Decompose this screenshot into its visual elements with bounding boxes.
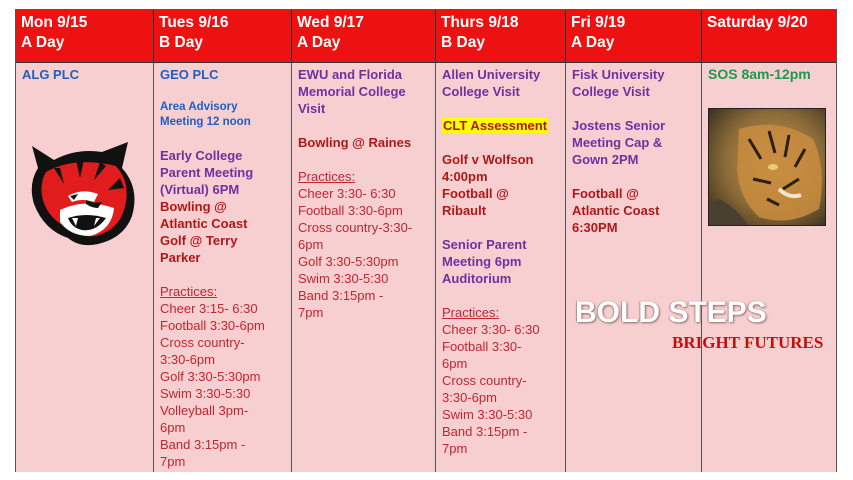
- event-visit-2: College Visit: [442, 84, 520, 99]
- event-sport-3: Golf @ Terry: [160, 233, 238, 248]
- header-fri: [566, 10, 702, 62]
- practice-line: 3:30-6pm: [442, 390, 497, 405]
- practice-line: 6pm: [442, 356, 468, 371]
- header-day: Tues 9/16: [159, 14, 229, 31]
- event-visit-2: Memorial College: [298, 84, 406, 99]
- header-day: Thurs 9/18: [441, 14, 519, 31]
- event-clt-assessment: CLT Assessment: [443, 118, 548, 133]
- practice-line: Football 3:30-6pm: [160, 318, 265, 333]
- header-day: Fri 9/19: [571, 14, 626, 31]
- event-advisory-2: Meeting 12 noon: [160, 116, 251, 128]
- practice-line: Cheer 3:15- 6:30: [160, 301, 258, 316]
- event-sos: SOS 8am-12pm: [708, 66, 811, 82]
- practice-line: Cheer 3:30- 6:30: [298, 186, 396, 201]
- event-visit-1: EWU and Florida: [298, 67, 402, 82]
- event-alg-plc: ALG PLC: [22, 67, 80, 82]
- event-jostens-2: Meeting Cap &: [572, 135, 663, 150]
- event-bowling: Bowling @ Raines: [298, 135, 412, 150]
- practice-line: Cross country-: [160, 335, 245, 350]
- header-daytype: A Day: [297, 34, 341, 51]
- slogan-bright-futures: BRIGHT FUTURES: [672, 333, 824, 352]
- cell-fri: [566, 62, 702, 472]
- practices-title: Practices:: [160, 284, 218, 299]
- practice-line: Swim 3:30-5:30: [442, 407, 533, 422]
- event-visit-1: Allen University: [442, 67, 541, 82]
- practice-line: 6pm: [298, 237, 324, 252]
- event-parent-3: (Virtual) 6PM: [160, 182, 240, 197]
- cell-thu: [436, 62, 566, 472]
- tiger-mascot-logo: [24, 138, 142, 248]
- practice-line: Volleyball 3pm-: [160, 403, 249, 418]
- practice-line: 3:30-6pm: [160, 352, 215, 367]
- practices-title: Practices:: [298, 169, 356, 184]
- header-wed: [292, 10, 436, 62]
- event-sport-4: Parker: [160, 250, 201, 265]
- practice-line: Swim 3:30-5:30: [160, 386, 251, 401]
- practice-line: Swim 3:30-5:30: [298, 271, 389, 286]
- practice-line: Cheer 3:30- 6:30: [442, 322, 540, 337]
- event-visit-1: Fisk University: [572, 67, 665, 82]
- header-tue: [154, 10, 292, 62]
- practice-line: 6pm: [160, 420, 186, 435]
- header-day: Mon 9/15: [21, 14, 88, 31]
- header-mon: [16, 10, 154, 62]
- event-senior-3: Auditorium: [442, 271, 512, 286]
- event-sport-4: Ribault: [442, 203, 487, 218]
- practices-title: Practices:: [442, 305, 500, 320]
- header-daytype: B Day: [441, 34, 485, 51]
- event-parent-1: Early College: [160, 148, 243, 163]
- cell-mon: [16, 62, 154, 472]
- event-sport-3: Football @: [442, 186, 509, 201]
- slogan-bold-steps: BOLD STEPS: [575, 296, 767, 329]
- practice-line: 7pm: [442, 441, 468, 456]
- event-senior-2: Meeting 6pm: [442, 254, 522, 269]
- practice-line: Band 3:15pm -: [298, 288, 384, 303]
- header-thu: [436, 10, 566, 62]
- event-advisory-1: Area Advisory: [160, 101, 238, 113]
- event-jostens-1: Jostens Senior: [572, 118, 666, 133]
- practice-line: Cross country-: [442, 373, 527, 388]
- event-sport-2: 4:00pm: [442, 169, 488, 184]
- header-day: Wed 9/17: [297, 14, 364, 31]
- event-football-2: Atlantic Coast: [572, 203, 660, 218]
- event-sport-1: Golf v Wolfson: [442, 152, 534, 167]
- header-daytype: B Day: [159, 34, 203, 51]
- practice-line: 7pm: [298, 305, 324, 320]
- event-visit-2: College Visit: [572, 84, 650, 99]
- practice-line: Cross country-3:30-: [298, 220, 413, 235]
- event-sport-2: Atlantic Coast: [160, 216, 248, 231]
- practice-line: 7pm: [160, 454, 186, 469]
- practice-line: Football 3:30-6pm: [298, 203, 403, 218]
- header-sat: [702, 10, 836, 62]
- practice-line: Band 3:15pm -: [442, 424, 528, 439]
- header-daytype: A Day: [21, 34, 65, 51]
- tiger-photo: [708, 108, 826, 226]
- event-parent-2: Parent Meeting: [160, 165, 254, 180]
- cell-wed: [292, 62, 436, 472]
- event-jostens-3: Gown 2PM: [572, 152, 639, 167]
- practice-line: Football 3:30-: [442, 339, 522, 354]
- header-daytype: A Day: [571, 34, 615, 51]
- cell-tue: [154, 62, 292, 472]
- event-football-3: 6:30PM: [572, 220, 618, 235]
- practice-line: Band 3:15pm -: [160, 437, 246, 452]
- practice-line: Golf 3:30-5:30pm: [160, 369, 261, 384]
- event-geo-plc: GEO PLC: [160, 67, 219, 82]
- event-senior-1: Senior Parent: [442, 237, 527, 252]
- event-sport-1: Bowling @: [160, 199, 227, 214]
- event-visit-3: Visit: [298, 101, 326, 116]
- event-football-1: Football @: [572, 186, 639, 201]
- header-day: Saturday 9/20: [707, 14, 808, 31]
- practice-line: Golf 3:30-5:30pm: [298, 254, 399, 269]
